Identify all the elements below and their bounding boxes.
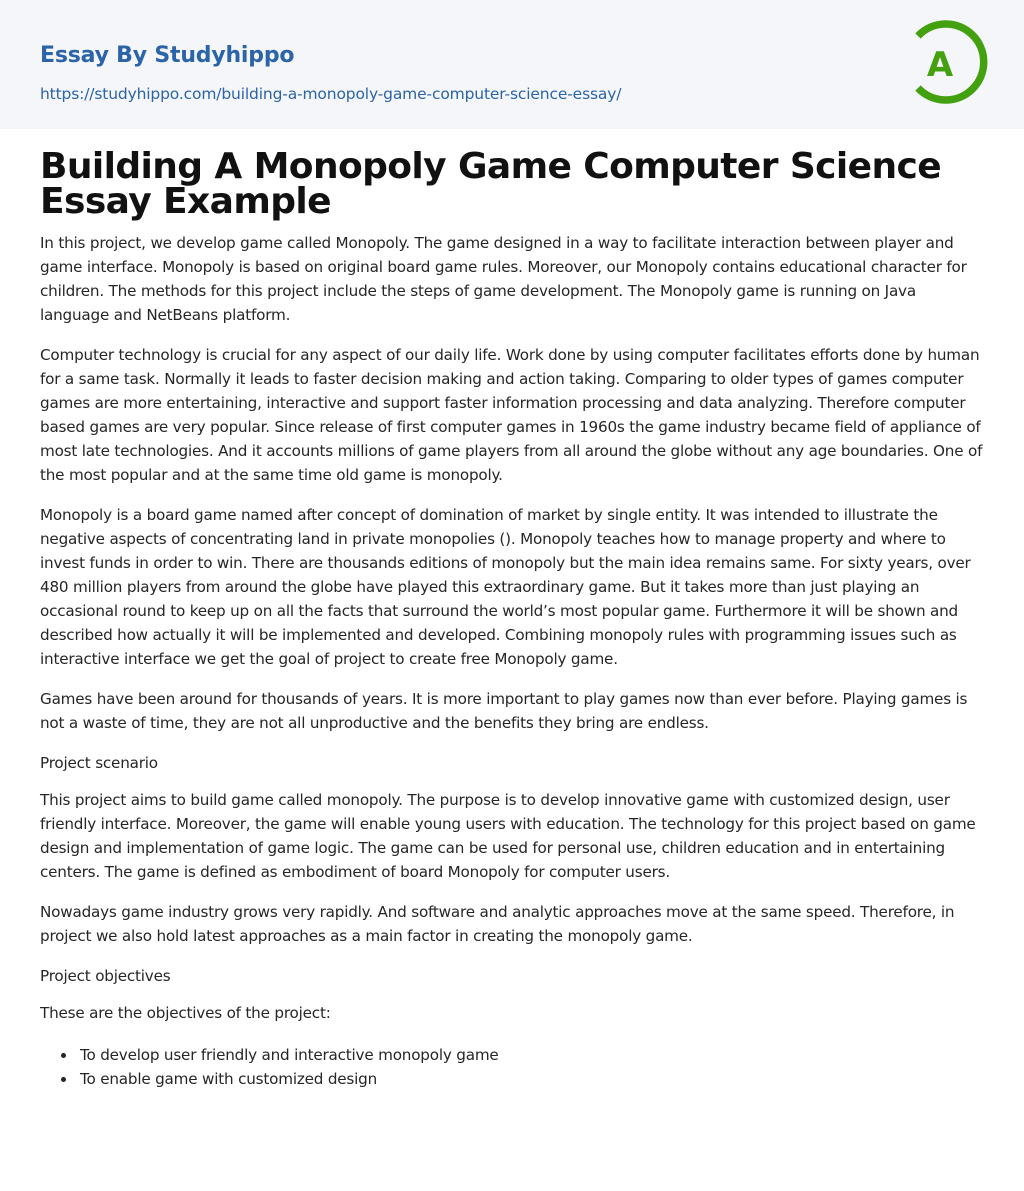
bullet-icon: [61, 1053, 66, 1058]
section-heading-objectives: Project objectives: [40, 967, 171, 985]
objectives-intro: These are the objectives of the project:: [40, 1004, 331, 1022]
essay-content: [0, 129, 1024, 1091]
paragraph: This project aims to build game called monopoly. The purpose is to develop innovative game with customized design, user friendly interface. Moreover, the game will enable young users with education. The technology for this project based on game design and implementation of game logic. The game can be used for personal use, children education and in entertaining centers. The game is defined as embodiment of board Monopoly for computer users.: [40, 791, 976, 881]
paragraph: Monopoly is a board game named after concept of domination of market by single entity. It was intended to illustrate the negative aspects of concentrating land in private monopolies (). Monopoly teaches how to manage property and where to invest funds in order to win. There are thousands editions of monopoly but the main idea remains same. For sixty years, over 480 million players from around the globe have played this extraordinary game. But it takes more than just playing an occasional round to keep up on all the facts that surround the world’s most popular game. Furthermore it will be shown and described how actually it will be implemented and developed. Combining monopoly rules with programming issues such as interactive interface we get the goal of project to create free Monopoly game.: [40, 506, 971, 668]
bullet-icon: [61, 1077, 66, 1082]
list-item: [80, 1067, 984, 1091]
paragraph: Computer technology is crucial for any aspect of our daily life. Work done by using computer facilitates efforts done by human for a same task. Normally it leads to faster decision making and action taking. Comparing to older types of games computer games are more entertaining, interactive and support faster information processing and data analyzing. Therefore computer based games are very popular. Since release of first computer games in 1960s the game industry became field of appliance of most late technologies. And it accounts millions of game players from all around the globe without any age boundaries. One of the most popular and at the same time old game is monopoly.: [40, 346, 983, 484]
brand-name: Essay By Studyhippo: [40, 43, 295, 68]
logo-a-icon: [908, 18, 988, 106]
studyhippo-logo[interactable]: [908, 18, 988, 106]
list-item: [80, 1043, 984, 1067]
essay-url-link[interactable]: https://studyhippo.com/building-a-monopoly-game-computer-science-essay/: [40, 85, 622, 103]
objectives-list: [40, 1043, 984, 1091]
svg-text:A: A: [926, 45, 954, 85]
section-heading-scenario: Project scenario: [40, 754, 158, 772]
paragraph: Nowadays game industry grows very rapidly. And software and analytic approaches move at the same speed. Therefore, in project we also hold latest approaches as a main factor in creating the monopoly game.: [40, 903, 955, 945]
list-item-text: To enable game with customized design: [80, 1070, 378, 1088]
page-title: Building A Monopoly Game Computer Science Essay Example: [40, 146, 942, 222]
list-item-text: To develop user friendly and interactive monopoly game: [80, 1046, 499, 1064]
paragraph: Games have been around for thousands of years. It is more important to play games now than ever before. Playing games is not a waste of time, they are not all unproductive and the benefits they bring are endless.: [40, 690, 968, 732]
paragraph: In this project, we develop game called Monopoly. The game designed in a way to facilitate interaction between player and game interface. Monopoly is based on original board game rules. Moreover, our Monopoly contains educational character for children. The methods for this project include the steps of game development. The Monopoly game is running on Java language and NetBeans platform.: [40, 234, 967, 324]
site-header: [0, 0, 1024, 129]
